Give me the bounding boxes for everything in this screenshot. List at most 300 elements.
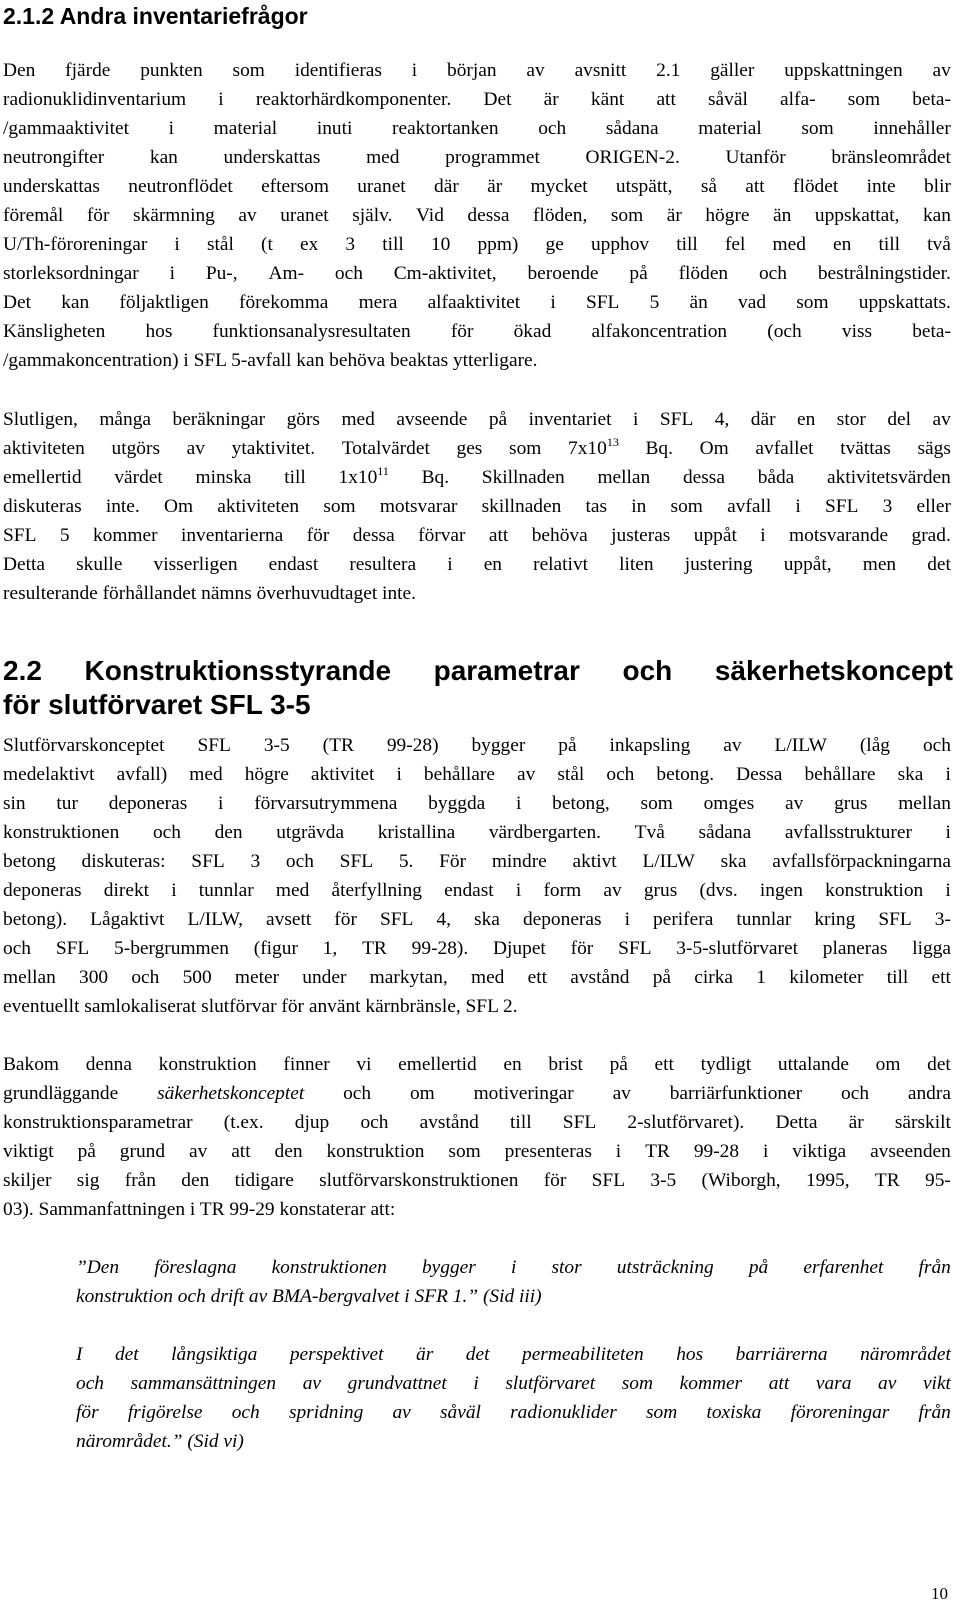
word: permeabiliteten <box>522 1344 644 1365</box>
word: TR <box>645 1141 670 1162</box>
page-number: 10 <box>931 1584 948 1603</box>
word: gäller <box>710 60 755 81</box>
word: av <box>785 793 804 814</box>
word: 5 <box>649 292 660 313</box>
text-line <box>3 346 951 375</box>
word: den <box>274 1141 303 1162</box>
text-line <box>3 1108 951 1137</box>
word: mellan <box>597 467 651 488</box>
word: om <box>409 1083 435 1104</box>
word: ge <box>545 234 564 255</box>
heading-line <box>3 654 953 688</box>
text-line <box>3 230 951 259</box>
text-line <box>3 818 951 847</box>
word: och <box>3 938 31 959</box>
word: ett <box>931 967 951 988</box>
word: och <box>606 764 635 785</box>
word: skärmning <box>132 205 215 226</box>
word: stor <box>551 1257 582 1278</box>
word: konstruktion och drift av BMA-bergvalvet i SFR 1.” (Sid iii) <box>76 1286 542 1307</box>
word: Två <box>634 822 665 843</box>
word: inuti <box>316 118 353 139</box>
word: i <box>945 880 951 901</box>
word: motsvarande <box>789 525 889 546</box>
word: som <box>621 1373 654 1394</box>
word: liten <box>619 554 654 575</box>
word: uppskattat, <box>814 205 900 226</box>
word: avfallsförpackningarna <box>772 851 951 872</box>
word: föreslagna <box>154 1257 237 1278</box>
word: på <box>748 1257 769 1278</box>
word: än <box>773 205 792 226</box>
word: SFL <box>659 409 694 430</box>
text-line <box>3 317 951 346</box>
word: ORIGEN-2. <box>585 147 680 168</box>
word: att <box>745 176 765 197</box>
word: punkten <box>140 60 203 81</box>
word: av <box>878 1373 897 1394</box>
word: i <box>411 60 418 81</box>
word: 5-bergrummen <box>114 938 229 959</box>
word: 500 <box>182 967 212 988</box>
word: på <box>629 263 648 284</box>
word: görs <box>286 409 320 430</box>
word: tidigare <box>234 1170 294 1191</box>
word: inventarierna <box>180 525 284 546</box>
word: konstruktion <box>326 1141 425 1162</box>
word: för <box>450 321 474 342</box>
word: 03). Sammanfattningen i TR 99-29 konstaterar att: <box>3 1199 396 1220</box>
word: Pu-, <box>205 263 238 284</box>
word: där <box>434 176 459 197</box>
word: den <box>214 822 243 843</box>
word: eventuellt samlokaliserat slutförvar för använt kärnbränsle, SFL 2. <box>3 996 518 1017</box>
word: bestrålningstider. <box>817 263 951 284</box>
text-line <box>3 992 951 1021</box>
text-line <box>3 172 951 201</box>
word: förvarsutrymmena <box>254 793 398 814</box>
text-line <box>3 259 951 288</box>
word: på <box>652 967 672 988</box>
word: många <box>99 409 152 430</box>
word: konstruktionen <box>3 822 120 843</box>
word: alfaaktivitet <box>427 292 521 313</box>
word: Vid <box>415 205 444 226</box>
word: men <box>862 554 897 575</box>
text-line <box>3 760 951 789</box>
word: $1x10^{11}$ <box>338 464 389 488</box>
word: in <box>631 496 647 517</box>
word: sig <box>76 1170 100 1191</box>
word: avfall) <box>116 764 168 785</box>
word: uppskattats. <box>858 292 951 313</box>
word: kan <box>922 205 951 226</box>
word: behållare <box>804 764 876 785</box>
heading-line: för slutförvaret SFL 3-5 <box>3 689 311 720</box>
word: programmet <box>445 147 540 168</box>
word: såväl <box>440 1402 481 1423</box>
word: i <box>515 880 522 901</box>
paragraph <box>3 731 951 1021</box>
word: SFL <box>585 292 620 313</box>
word: och <box>76 1373 104 1394</box>
word: inte. <box>105 496 140 517</box>
word: är <box>416 1344 434 1365</box>
word: med <box>341 409 375 430</box>
word: en <box>833 234 852 255</box>
text-line <box>3 201 951 230</box>
word: (och <box>767 321 802 342</box>
word: i <box>168 118 175 139</box>
word: motsvarar <box>379 496 458 517</box>
word: SFL <box>878 909 912 930</box>
word: och <box>152 822 181 843</box>
word: SFL <box>825 496 859 517</box>
word: cirka <box>694 967 734 988</box>
word: (dvs. <box>699 880 738 901</box>
word: hos <box>676 1344 704 1365</box>
word: i <box>473 1373 479 1394</box>
word: är <box>543 89 559 110</box>
word: som <box>645 1402 678 1423</box>
word: vara <box>815 1373 852 1394</box>
superscript-exponent: 13 <box>606 435 619 449</box>
word: TR <box>874 1170 900 1191</box>
word: För <box>439 851 467 872</box>
word: fel <box>724 234 746 255</box>
text-line <box>3 905 951 934</box>
word: inkapsling <box>609 735 691 756</box>
word: ligga <box>912 938 951 959</box>
word: 10 <box>430 234 451 255</box>
word: i <box>633 409 639 430</box>
word: grad. <box>911 525 951 546</box>
word: det <box>927 1054 951 1075</box>
word: frigörelse <box>127 1402 203 1423</box>
word: för <box>570 938 594 959</box>
word: uranet <box>280 205 329 226</box>
word: till <box>510 1112 532 1133</box>
text-line <box>3 876 951 905</box>
word: i <box>174 234 180 255</box>
word: av <box>932 409 951 430</box>
word: radionuklider <box>510 1402 617 1423</box>
word: i <box>615 1141 622 1162</box>
text-line <box>3 789 951 818</box>
word: högre <box>705 205 750 226</box>
word: flödet <box>793 176 839 197</box>
word: 99-28). <box>411 938 469 959</box>
word: reaktortanken <box>392 118 499 139</box>
text-line <box>3 405 951 434</box>
word: i <box>218 89 224 110</box>
word: än <box>689 292 708 313</box>
word: betong. <box>656 764 715 785</box>
word: minska <box>195 467 252 488</box>
word: högre <box>244 764 289 785</box>
word: av <box>723 735 742 756</box>
word: mera <box>358 292 398 313</box>
word: på <box>558 735 577 756</box>
word: är <box>848 1112 864 1133</box>
word: som <box>610 205 644 226</box>
word: i <box>516 793 522 814</box>
word: presenteras <box>504 1141 592 1162</box>
word: Lågaktivt <box>90 909 165 930</box>
word: deponeras <box>108 793 188 814</box>
word: utgörs <box>111 438 160 459</box>
text-line <box>3 1137 951 1166</box>
word: avseenden <box>870 1141 951 1162</box>
word: i <box>447 554 453 575</box>
word: funktionsanalysresultaten <box>212 321 411 342</box>
text-line <box>3 934 951 963</box>
word: och <box>343 1083 372 1104</box>
word: stor <box>836 409 866 430</box>
word: endast <box>444 880 494 901</box>
word: upphov <box>590 234 650 255</box>
word: aktiviteten <box>3 438 85 459</box>
word: som <box>847 89 881 110</box>
word: en <box>483 554 502 575</box>
word: alfakoncentration <box>591 321 728 342</box>
word: för <box>86 205 110 226</box>
word: i <box>218 793 224 814</box>
word: grus <box>643 880 678 901</box>
word: Om <box>699 438 729 459</box>
word: långsiktiga <box>171 1344 258 1365</box>
word: det <box>114 1344 139 1365</box>
word: deponeras <box>3 880 82 901</box>
word: justeras <box>611 525 671 546</box>
word: av <box>603 880 622 901</box>
word: inventariet <box>528 409 612 430</box>
word: och <box>758 263 787 284</box>
word: 3-5 <box>650 1170 677 1191</box>
word: med <box>772 234 806 255</box>
word: tur <box>56 793 78 814</box>
word: 99-28) <box>386 735 439 756</box>
word: som <box>801 118 834 139</box>
word: inte <box>866 176 896 197</box>
block-quote <box>76 1340 951 1456</box>
word: ökad <box>513 321 552 342</box>
word: reaktorhärdkomponenter. <box>255 89 452 110</box>
word: kan <box>149 147 178 168</box>
word: av <box>238 205 257 226</box>
word: kristallina <box>377 822 456 843</box>
word: att <box>488 525 509 546</box>
word: i <box>510 1257 517 1278</box>
word: betong). <box>3 909 68 930</box>
word: viss <box>841 321 873 342</box>
text-line <box>3 114 951 143</box>
word: visserligen <box>153 554 238 575</box>
word: värdbergarten. <box>488 822 602 843</box>
word: det <box>927 554 951 575</box>
word: och <box>841 1083 870 1104</box>
heading-word: parametrar <box>433 655 580 686</box>
word: stål <box>557 764 585 785</box>
heading-word: och <box>622 655 673 686</box>
word: närområdet <box>860 1344 951 1365</box>
word: I <box>76 1344 83 1365</box>
word: relativt <box>533 554 589 575</box>
word: tunnlar <box>736 909 792 930</box>
word: Djupet <box>493 938 546 959</box>
text-line <box>3 143 951 172</box>
text-line <box>3 550 951 579</box>
word: förekomma <box>239 292 329 313</box>
word: 3- <box>934 909 951 930</box>
text-line <box>76 1369 951 1398</box>
word: Om <box>163 496 194 517</box>
word: 3-5 <box>263 735 290 756</box>
word: den <box>181 1170 210 1191</box>
word: denna <box>85 1054 132 1075</box>
word: markytan, <box>369 967 448 988</box>
word: avsett <box>266 909 312 930</box>
word: direkt <box>103 880 150 901</box>
word: början <box>447 60 497 81</box>
word: 1 <box>756 967 766 988</box>
word: från <box>124 1170 156 1191</box>
word: ytaktivitet. <box>231 438 316 459</box>
word: sådana <box>605 118 659 139</box>
word: medelaktivt <box>3 764 95 785</box>
word: grund <box>119 1141 166 1162</box>
word: alfa- <box>780 89 816 110</box>
word: diskuteras: <box>81 851 166 872</box>
word: avseende <box>396 409 468 430</box>
word: ”Den <box>76 1257 120 1278</box>
word: 2-slutförvaret). <box>627 1112 745 1133</box>
word: betong, <box>552 793 610 814</box>
word: ingen <box>759 880 803 901</box>
word: i <box>945 822 951 843</box>
word: SFL <box>618 938 652 959</box>
word: aktivitet <box>310 764 375 785</box>
word: och <box>131 967 160 988</box>
word: material <box>698 118 762 139</box>
word: neutronflödet <box>128 176 233 197</box>
word: behållare <box>423 764 495 785</box>
section-heading-2-2 <box>3 654 953 722</box>
word: 4, <box>714 409 730 430</box>
word: ett <box>527 967 547 988</box>
word: eller <box>916 496 951 517</box>
word: mellan <box>3 967 56 988</box>
word: diskuteras <box>3 496 82 517</box>
text-line <box>3 434 951 463</box>
word: på <box>488 409 508 430</box>
word: Bq. <box>645 438 673 459</box>
word: att <box>231 1141 251 1162</box>
text-line <box>3 521 951 550</box>
block-quote <box>76 1253 951 1311</box>
word: utsträckning <box>616 1257 714 1278</box>
word: behöva <box>531 525 588 546</box>
word: radionuklidinventarium <box>3 89 187 110</box>
word: resulterande förhållandet nämns överhuvudtaget inte. <box>3 583 416 604</box>
word: och <box>334 263 363 284</box>
word: Cm-aktivitet, <box>393 263 497 284</box>
word: perspektivet <box>289 1344 384 1365</box>
word: uppåt <box>693 525 737 546</box>
word: 3-5-slutförvaret <box>676 938 798 959</box>
heading-word: Konstruktionsstyrande <box>84 655 392 686</box>
word: sådana <box>698 822 752 843</box>
word: beta- <box>912 321 951 342</box>
word: av <box>526 60 545 81</box>
word: i <box>171 880 177 901</box>
word: SFL <box>339 851 374 872</box>
word: storleksordningar <box>3 263 139 284</box>
word: under <box>302 967 347 988</box>
text-line <box>76 1340 951 1369</box>
word: ppm) <box>477 234 519 255</box>
word: flöden, <box>532 205 588 226</box>
word: mycket <box>530 176 588 197</box>
word: till <box>676 234 698 255</box>
word: identifieras <box>294 60 382 81</box>
word: uppskattningen <box>784 60 903 81</box>
word: avfallsstrukturer <box>784 822 912 843</box>
word: känt <box>590 89 625 110</box>
heading-word: säkerhetskoncept <box>714 655 953 686</box>
word: emellertid <box>3 467 82 488</box>
word: L/ILW <box>774 735 827 756</box>
word: uranet <box>357 176 406 197</box>
word: uppåt, <box>783 554 832 575</box>
word: som <box>796 292 829 313</box>
word: ska <box>897 764 924 785</box>
word: Slutförvarskonceptet <box>3 735 165 756</box>
word: 3 <box>250 851 261 872</box>
word: grundläggande <box>3 1083 119 1104</box>
word: 5 <box>59 525 70 546</box>
word: SFL <box>3 525 37 546</box>
word: till <box>382 234 404 255</box>
word: barriärerna <box>735 1344 828 1365</box>
word: viktigt <box>3 1141 54 1162</box>
word: skulle <box>76 554 123 575</box>
section-heading-2-1-2: 2.1.2 Andra inventariefrågor <box>3 3 308 29</box>
word: slutförvaret <box>505 1373 596 1394</box>
word: som <box>323 496 356 517</box>
word: tas <box>585 496 608 517</box>
word: Det <box>483 89 512 110</box>
word: tunnlar <box>198 880 254 901</box>
word: uttalande <box>777 1054 849 1075</box>
word: och <box>231 1402 260 1423</box>
heading-word: 2.2 <box>3 655 42 686</box>
word: motiveringar <box>473 1083 574 1104</box>
word: ett <box>654 1054 674 1075</box>
word: värdet <box>114 467 163 488</box>
word: avsnitt <box>574 60 627 81</box>
word: återfyllning <box>331 880 422 901</box>
word: erfarenhet <box>803 1257 884 1278</box>
word: grundvattnet <box>347 1373 447 1394</box>
word: TR <box>362 938 387 959</box>
word: och <box>360 1112 389 1133</box>
word: båda <box>757 467 795 488</box>
word: följaktligen <box>119 292 209 313</box>
word: såväl <box>708 89 748 110</box>
word: så <box>700 176 717 197</box>
word: (t <box>261 234 273 255</box>
